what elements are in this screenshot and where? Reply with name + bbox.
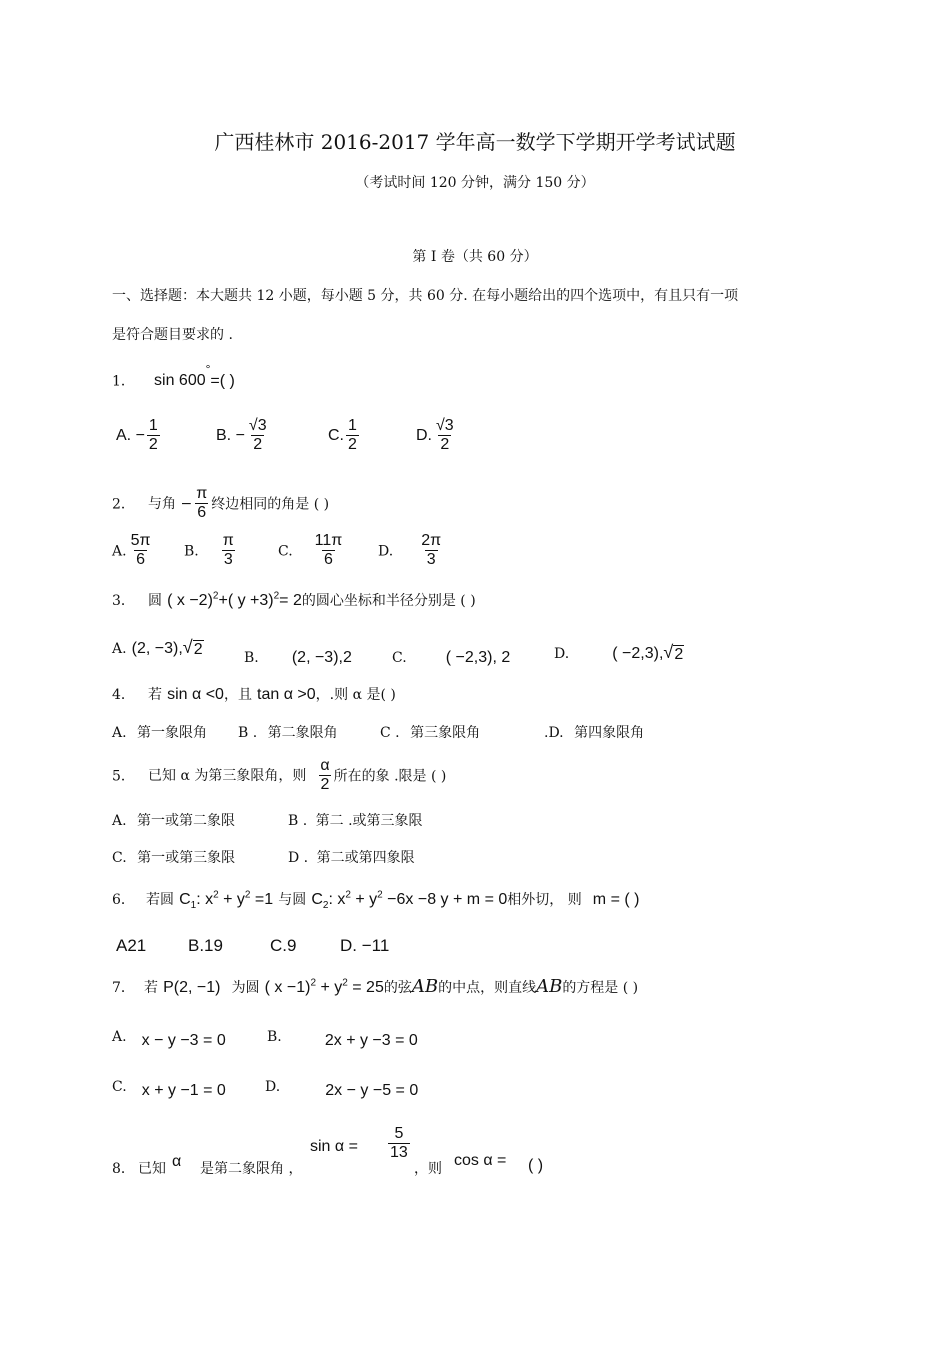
fraction [388,1126,410,1162]
q8-cos: cos α = [454,1152,507,1169]
numerator: 2π [421,532,442,549]
fraction [318,758,331,794]
numerator: α [320,757,330,774]
exponent: 2 [212,590,219,602]
option-text: 第三象限角 [410,725,481,741]
option-label: B. [244,650,259,666]
option-equation: 2x + y −3 = 0 [324,1032,418,1049]
option-text: 第四象限角 [574,725,645,741]
q2-option-b [184,533,238,569]
fraction [419,533,443,569]
q6-ask: m = ( ) [592,891,640,908]
q2-tail: 终边相同的角是 ( ) [211,496,330,513]
instructions-line-2: 是符合题目要求的 . [112,327,233,343]
option-label: A. [112,543,127,560]
numerator: π [196,485,208,502]
fraction [221,533,236,569]
option-label: B. [184,543,199,560]
q7-mid: 的中点，则直线 [438,980,537,996]
page-title: 广西桂林市 2016-2017 学年高一数学下学期开学考试试题 [214,130,736,154]
subscript: 2 [322,900,329,912]
q4-option-b [238,722,338,742]
q1-tail: =( ) [210,372,235,390]
section-heading: 第 I 卷（共 60 分） [412,249,538,265]
q1-option-a [116,418,162,454]
question-number: 4． [112,687,135,703]
option-label: C. [392,650,407,666]
option-text: 第一或第二象限 [137,813,236,829]
q7-option-a [112,1026,226,1049]
q6-mid: 与圆 [278,892,307,908]
q3-tail: 的圆心坐标和半径分别是 ( ) [301,593,476,609]
option-label: C. [112,850,127,866]
q2-option-c [278,533,346,569]
q8-tail: ( ) [528,1157,544,1174]
denominator: 2 [348,435,357,453]
denominator: 2 [320,775,330,793]
q2-prefix: 与角 − [148,496,193,513]
option-label: D. [265,1079,281,1095]
option-text: 第二 .或第三象限 [315,813,423,829]
option-text: 第二象限角 [267,725,338,741]
question-1 [112,362,235,390]
q6-option-c: C.9 [270,936,297,955]
numerator: 1 [148,417,158,434]
q6-option-d: D. −11 [340,936,390,955]
q6-tail: 相外切， 则 [507,892,582,908]
fraction [434,418,456,454]
q5-tail: 所在的象 .限是 ( ) [333,768,447,785]
q8-then: ，则 [414,1161,442,1177]
exponent: 2 [342,977,348,989]
option-label: .D. [544,725,564,741]
radicand: 2 [193,641,203,658]
equation-part: ( x −2) [167,592,213,609]
alpha-symbol: α [172,1153,182,1170]
option-label: B. [267,1029,282,1045]
option-text: 第一或第三象限 [137,850,236,866]
condition-tan: tan α >0 [257,686,316,703]
subscript: 1 [190,900,197,912]
q6-prefix: 若圆 [146,892,175,908]
equation-part: : x [196,891,214,908]
option-label: A. [112,813,127,829]
q1-option-d [416,418,458,454]
sqrt-symbol: √ 2 [182,637,203,658]
q4-tail: ，.则 α 是( ) [315,687,396,703]
q5-option-a [112,810,235,830]
numerator: √3 [436,417,454,434]
fraction [194,486,209,522]
question-5 [112,758,446,794]
q5-option-c [112,847,235,867]
q6-option-a: A21 [116,936,147,955]
option-label: D. [378,543,394,560]
fraction [129,533,153,569]
q1-stem: sin 600 [154,372,206,390]
exponent: 2 [244,889,251,901]
q4-mid: ，且 [223,687,252,703]
option-equation: 2x − y −5 = 0 [325,1082,419,1099]
option-label: B. − [216,427,245,445]
option-label: D. [554,646,570,662]
exam-subtitle: （考试时间 120 分钟，满分 150 分） [355,175,595,191]
radicand: 2 [674,646,684,663]
option-label: C. [112,1079,127,1095]
circle-c1: C [179,891,191,908]
option-label: C. [278,543,293,560]
denominator: 2 [253,435,263,453]
question-6 [112,889,639,911]
option-equation: x + y −1 = 0 [141,1082,226,1099]
equation-part: = 25 [347,979,384,996]
equation-part: −6x −8 y + m = 0 [382,891,508,908]
question-number: 3． [112,593,135,609]
question-number: 1． [112,373,135,390]
option-label: B . [238,725,258,741]
fraction [346,418,359,454]
denominator: 2 [440,435,450,453]
q7-prefix: 若 [144,980,159,996]
chord-ab: AB [411,976,439,997]
option-label: B . [288,813,308,829]
option-value: (2, −3), [131,640,183,657]
equation-part: + y [350,891,378,908]
q8-mid: 是第二象限角 ， [200,1161,303,1177]
fraction [247,418,269,454]
question-number: 6． [112,892,135,908]
numerator: 11π [314,532,343,549]
option-value: (2, −3),2 [291,649,352,666]
q4-option-c [380,722,480,742]
exponent: 2 [273,590,280,602]
q3-option-c [392,647,510,667]
question-4 [112,684,396,704]
q4-option-d [544,722,644,742]
denominator: 6 [324,550,333,568]
chord-ab: AB [536,976,563,997]
option-label: A. [112,1029,127,1045]
q7-mid: 的弦 [383,980,412,996]
exponent: 2 [310,977,317,989]
option-label: D. [416,427,432,445]
q2-option-d [378,533,445,569]
q8-prefix: 已知 [138,1161,166,1177]
fraction [313,533,345,569]
question-number: 2． [112,496,135,513]
exponent: 2 [377,889,383,901]
equation-part: =1 [250,891,274,908]
option-label: D . [288,850,309,866]
q7-option-c [112,1076,226,1099]
exponent: 2 [213,889,219,901]
sqrt-symbol: √ 2 [663,642,684,663]
numerator: 5 [394,1125,404,1142]
denominator: 6 [136,550,145,568]
numerator: π [222,532,234,549]
numerator: √3 [248,417,267,434]
q1-option-c [328,418,361,454]
question-3 [112,590,476,610]
q3-option-b [244,647,352,667]
q8-sin: sin α = [310,1138,358,1155]
denominator: 13 [390,1143,408,1161]
q7-tail: 的方程是 ( ) [562,980,639,996]
option-equation: x − y −3 = 0 [141,1032,226,1049]
q3-option-a [112,638,204,659]
exponent: 2 [345,889,351,901]
question-number: 7． [112,980,135,996]
q5-option-d [288,847,415,867]
option-label: A. − [116,427,145,445]
question-2 [112,486,329,522]
instructions-line-1: 一、选择题：本大题共 12 小题，每小题 5 分，共 60 分. 在每小题给出的四个选项中，有且只有一项 [112,288,739,304]
option-value: ( −2,3), [612,645,664,662]
option-label: A. [112,725,127,741]
option-label: C. [328,427,344,445]
denominator: 3 [223,550,233,568]
q3-option-d [554,643,684,664]
condition-sin: sin α <0 [167,686,224,703]
q6-option-b: B.19 [188,936,223,955]
option-value: ( −2,3), 2 [445,649,511,666]
numerator: 1 [348,417,357,434]
option-text: 第一象限角 [137,725,208,741]
equation-part: ( x −1) [264,979,311,996]
q7-mid: 为圆 [231,980,260,996]
q4-prefix: 若 [148,687,163,703]
question-number: 5． [112,768,135,785]
question-8-number: 8． [112,1161,135,1177]
numerator: 5π [130,532,151,549]
q2-option-a [112,533,155,569]
denominator: 3 [426,550,436,568]
point-p: P(2, −1) [163,979,221,996]
q3-prefix: 圆 [148,593,163,609]
option-text: 第二或第四象限 [316,850,415,866]
equation-part: : x [328,891,346,908]
degree-mark: ° [205,362,211,376]
fraction [147,418,160,454]
denominator: 2 [148,435,158,453]
q4-option-a [112,722,207,742]
denominator: 6 [197,503,207,521]
equation-part: = 2 [279,592,302,609]
q5-option-b [288,810,423,830]
option-label: C . [380,725,400,741]
q5-prefix: 已知 α 为第三象限角，则 [148,768,307,785]
question-7 [112,976,638,997]
circle-c2: C [311,891,323,908]
option-label: A. [112,641,127,657]
q7-option-d [265,1076,419,1099]
equation-part: + y [316,979,343,996]
q1-option-b [216,418,271,454]
q7-option-b [267,1026,418,1049]
equation-part: +( y +3) [218,592,274,609]
q8-fraction [386,1126,412,1162]
equation-part: + y [218,891,245,908]
